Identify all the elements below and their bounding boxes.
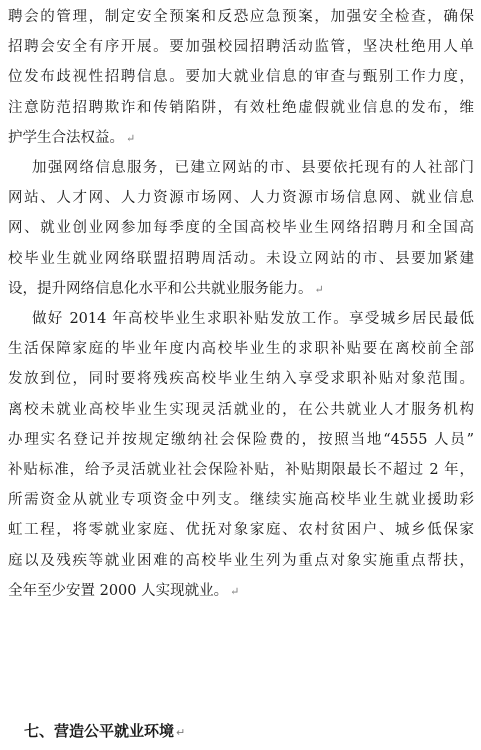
paragraph-line-text: 位发布歧视性招聘信息。要加大就业信息的审查与甄别工作力度，: [8, 69, 474, 86]
paragraph-line: [8, 244, 474, 274]
paragraph-line: [32, 153, 474, 183]
paragraph-line: [8, 123, 474, 153]
paragraph-line: [32, 304, 474, 334]
paragraph-line: [8, 455, 474, 485]
paragraph-line-text: 加强网络信息服务，已建立网站的市、县要依托现有的人社部门: [32, 160, 474, 176]
paragraph-line-text: 全年至少安置 2000 人实现就业。: [8, 582, 229, 599]
paragraph-mark-icon: ↵: [176, 726, 186, 739]
paragraph-line-text: 校毕业生就业网络联盟招聘周活动。未设立网站的市、县要加紧建: [8, 250, 474, 267]
paragraph-line-text: 聘会的管理，制定安全预案和反恐应急预案，加强安全检查，确保: [8, 9, 474, 25]
section-heading-text: 七、营造公平就业环境: [24, 722, 175, 740]
paragraph-line: [8, 546, 474, 576]
paragraph-line-text: 生活保障家庭的毕业年度内高校毕业生的求职补贴要在离校前全部: [8, 341, 474, 358]
paragraph-line-text: 庭以及残疾等就业困难的高校毕业生列为重点对象实施重点帮扶，: [8, 552, 474, 569]
paragraph-line: [8, 576, 474, 606]
paragraph-line-text: 做好 2014 年高校毕业生求职补贴发放工作。享受城乡居民最低: [32, 311, 474, 327]
paragraph-line-text: 网、就业创业网参加每季度的全国高校毕业生网络招聘月和全国高: [8, 220, 474, 237]
paragraph-line: [8, 93, 474, 123]
paragraph-line-text: 设，提升网络信息化水平和公共就业服务能力。: [8, 280, 313, 297]
paragraph-line: [8, 515, 474, 545]
section-heading: [24, 716, 185, 746]
paragraph-line: [8, 485, 474, 515]
paragraph-line: [8, 364, 474, 394]
paragraph-line: [8, 2, 474, 32]
paragraph-line-text: 护学生合法权益。: [8, 129, 124, 146]
paragraph-line-text: 网站、人才网、人力资源市场网、人力资源市场信息网、就业信息: [8, 190, 474, 207]
paragraph-mark-icon: ↵: [126, 131, 136, 145]
paragraph-line-text: 虹工程，将零就业家庭、优抚对象家庭、农村贫困户、城乡低保家: [8, 522, 474, 539]
paragraph-line: [8, 183, 474, 213]
paragraph-line-text: 所需资金从就业专项资金中列支。继续实施高校毕业生就业援助彩: [8, 492, 474, 509]
paragraph-line: [8, 213, 474, 243]
paragraph-line: [8, 425, 474, 455]
paragraph-line-text: 补贴标准，给予灵活就业社会保险补贴，补贴期限最长不超过 2 年，: [8, 462, 474, 478]
paragraph-mark-icon: ↵: [314, 282, 324, 296]
paragraph-line: [8, 395, 474, 425]
paragraph-line: [8, 62, 474, 92]
paragraph-line-text: 办理实名登记并按规定缴纳社会保险费的，按照当地“4555 人员”: [8, 431, 474, 448]
paragraph-line-text: 招聘会安全有序开展。要加强校园招聘活动监管，坚决杜绝用人单: [8, 39, 474, 56]
paragraph-line-text: 离校未就业高校毕业生实现灵活就业的，在公共就业人才服务机构: [8, 401, 474, 418]
paragraph-line-text: 注意防范招聘欺诈和传销陷阱，有效杜绝虚假就业信息的发布，维: [8, 99, 474, 116]
paragraph-line: [8, 274, 474, 304]
paragraph-line: [8, 334, 474, 364]
paragraph-mark-icon: ↵: [230, 584, 240, 598]
paragraph-line-text: 发放到位，同时要将残疾高校毕业生纳入享受求职补贴对象范围。: [8, 371, 474, 388]
paragraph-line: [8, 32, 474, 62]
